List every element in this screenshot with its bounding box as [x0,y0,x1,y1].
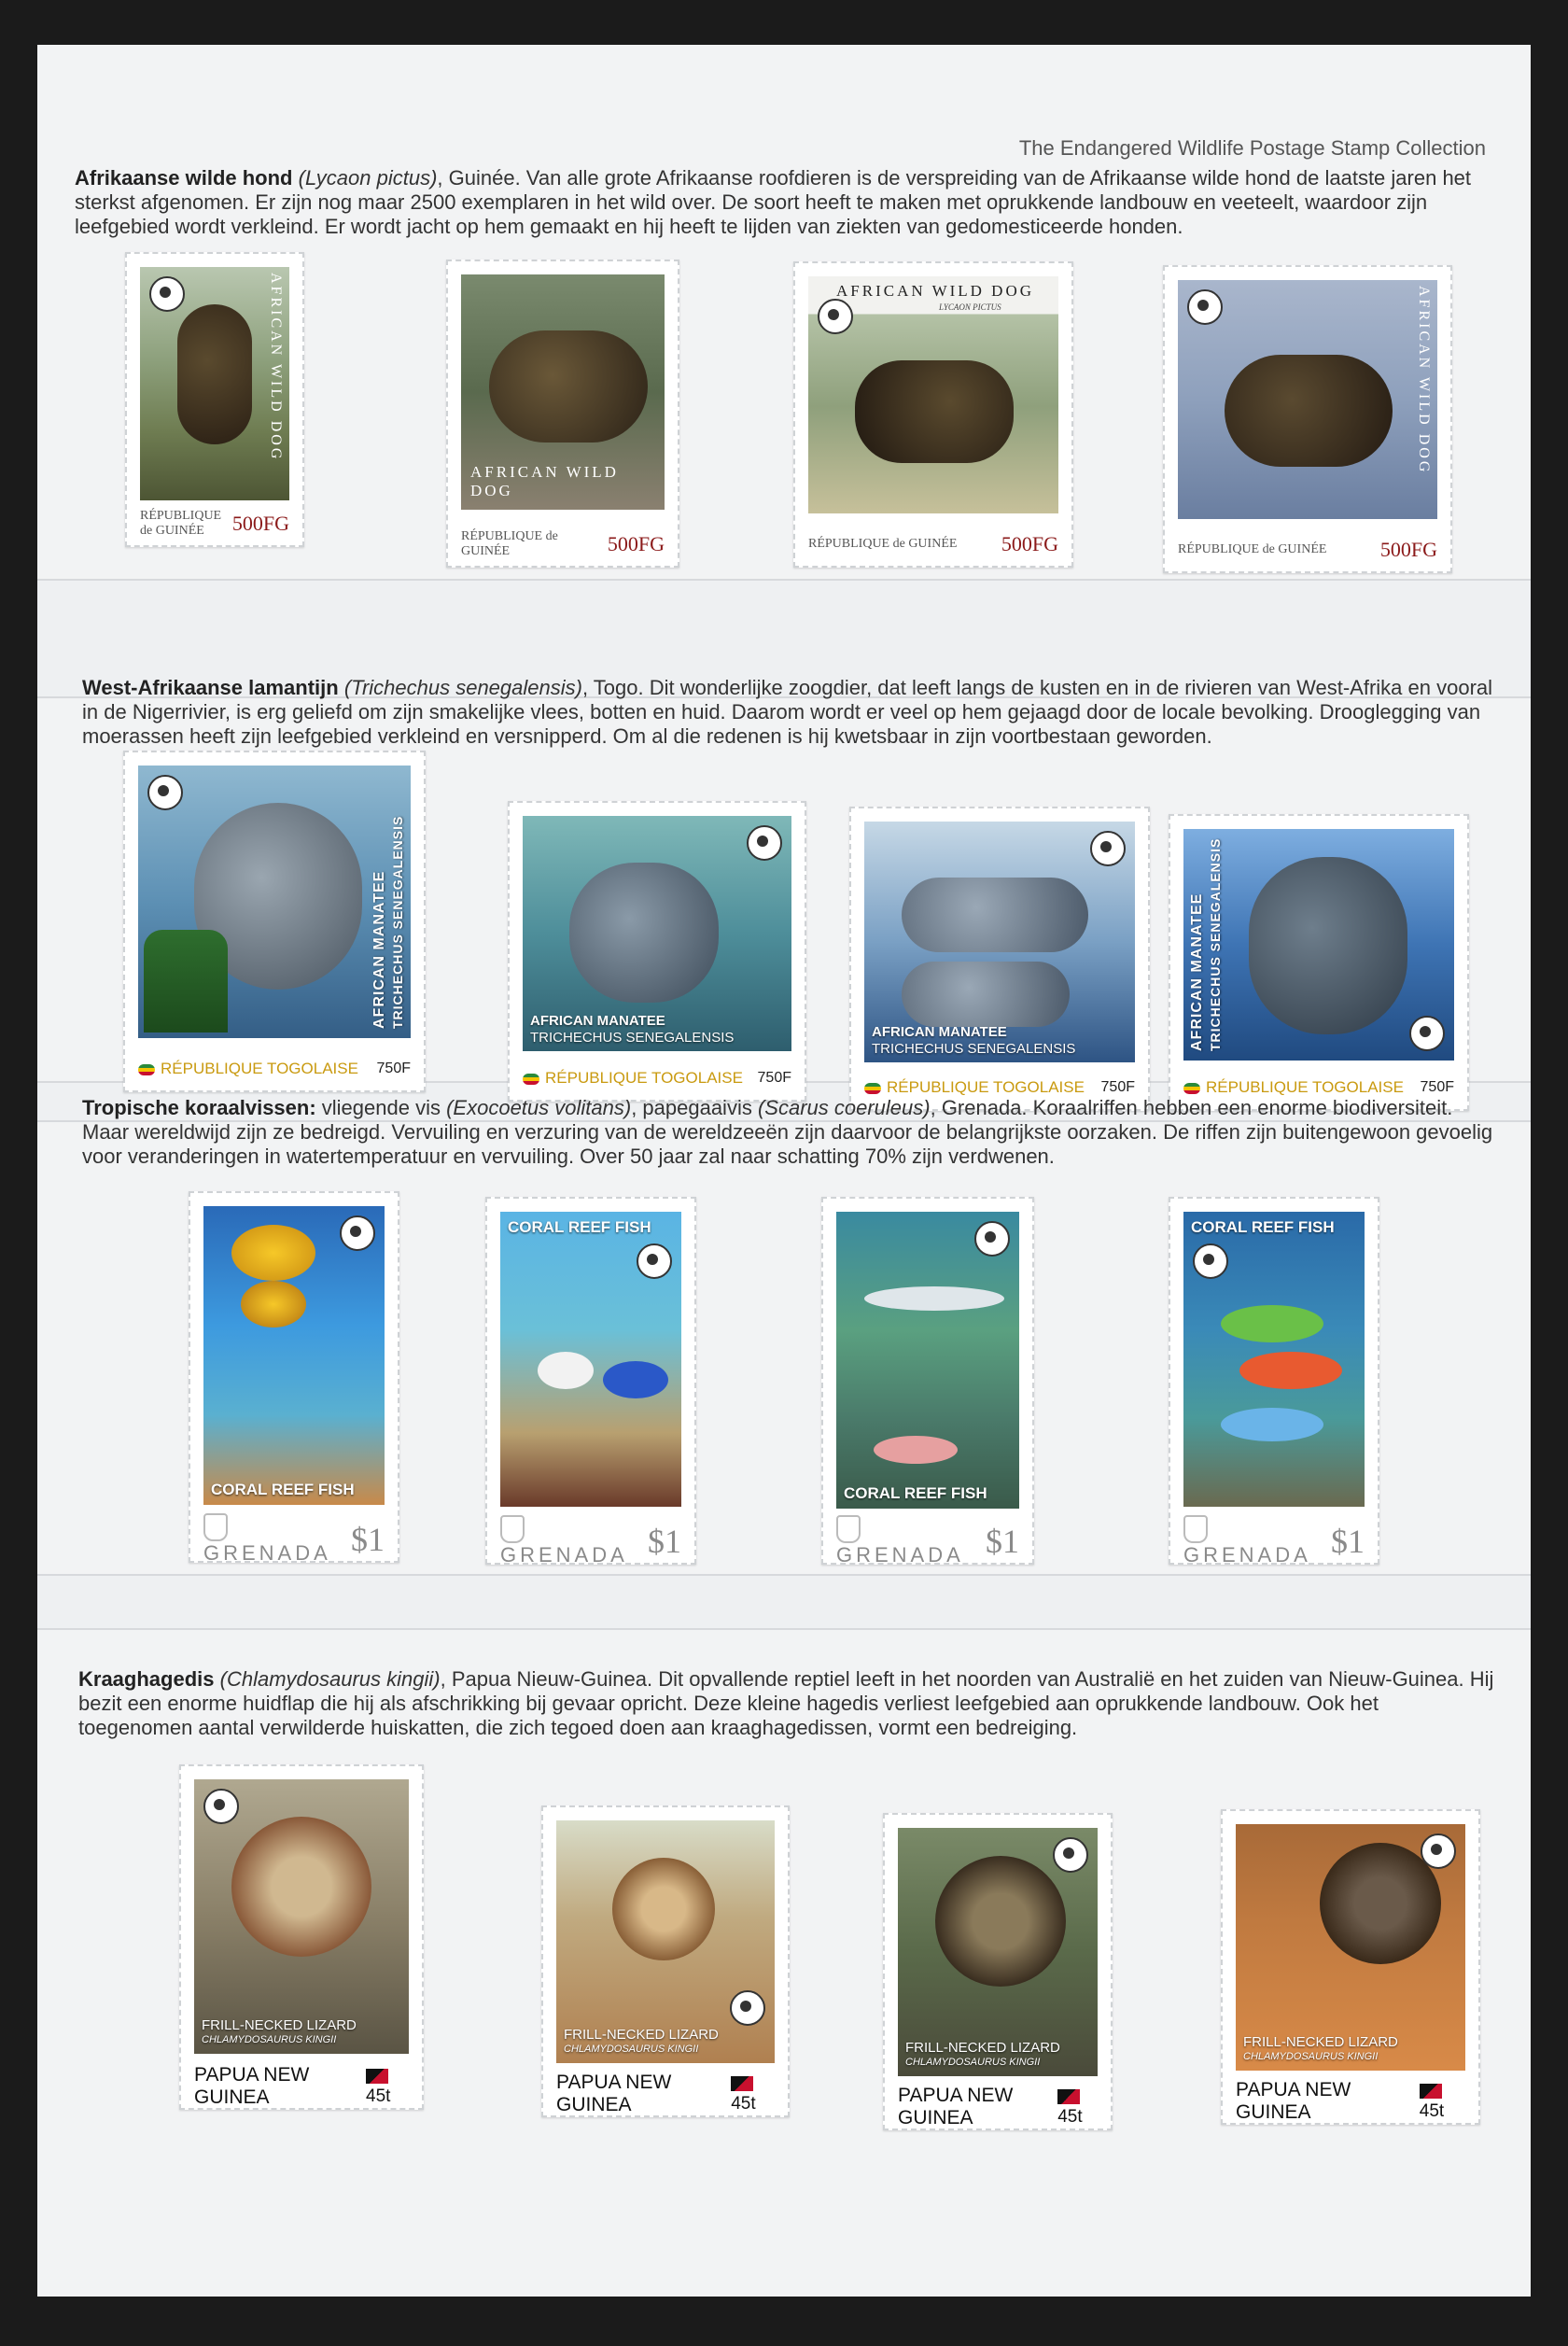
description-text: , Grenada. Koraalriffen hebben een enorme biodiversiteit. Maar wereldwijd zijn ze bedreigd. Vervuiling en verzuring van de wereldzeeën zijn daarvoor de belangrijkste oorzaken. De riffen zijn buitengewoon gevoelig voor veranderingen in watertemperatuur en vervuiling. Over 50 jaar zal naar schatting 70% zijn verdwenen. [82,1096,1493,1168]
world-of-wildlife-logo-icon [1053,1837,1088,1873]
stamp-country: RÉPUBLIQUE TOGOLAISE [545,1069,743,1087]
stamp-caption: CORAL REEF FISH [1191,1218,1335,1236]
togo-flag-icon [523,1074,539,1085]
stamp-caption: CORAL REEF FISH [211,1481,355,1498]
world-of-wildlife-logo-icon [203,1789,239,1824]
stamp-subcaption: CHLAMYDOSAURUS KINGII [564,2044,699,2055]
stamp-artwork [808,276,1058,513]
stamp-artwork [898,1828,1098,2076]
stamp-artwork [203,1206,385,1505]
stamp-artwork [1236,1824,1465,2071]
stamp-artwork [138,766,411,1038]
stamp-coral-fish-4 [1169,1197,1379,1565]
stamp-value: 500FG [231,512,289,535]
species-latin-name: (Exocoetus volitans) [446,1096,632,1119]
description-text: vliegende vis [315,1096,447,1119]
stamp-country: PAPUA NEW GUINEA [898,2085,1014,2128]
png-flag-icon [1057,2089,1080,2104]
stamp-caption: AFRICAN MANATEE [872,1024,1007,1040]
stamp-caption: FRILL-NECKED LIZARD [564,2027,719,2043]
world-of-wildlife-logo-icon [637,1243,672,1279]
stamp-subcaption: CHLAMYDOSAURUS KINGII [202,2034,337,2045]
stamp-caption: AFRICAN WILD DOG [836,282,1035,300]
stamp-country: RÉPUBLIQUE TOGOLAISE [161,1060,358,1077]
grenada-crest-icon [836,1515,861,1543]
stamp-coral-fish-1 [189,1191,399,1563]
section-description-coral-fish [82,1096,1501,1169]
world-of-wildlife-logo-icon [730,1990,765,2026]
stamp-artwork [523,816,791,1051]
stamp-country: GRENADA [203,1541,331,1565]
stamp-artwork [556,1820,775,2063]
section-description-manatee [82,676,1501,749]
stamp-wild-dog-3 [793,261,1073,568]
stamp-caption: FRILL-NECKED LIZARD [202,2017,357,2033]
png-flag-icon [366,2069,388,2084]
stamp-artwork [461,274,665,510]
description-text: , papegaaivis [631,1096,758,1119]
stamp-value: $1 [1331,1523,1365,1560]
species-latin-name: (Lycaon pictus) [298,166,438,190]
togo-flag-icon [1183,1083,1200,1094]
stamp-subcaption: TRICHECHUS SENEGALENSIS [1208,837,1223,1051]
world-of-wildlife-logo-icon [1421,1833,1456,1869]
stamp-caption: AFRICAN MANATEE [371,870,387,1029]
stamp-value: $1 [648,1523,681,1560]
stamp-coral-fish-3 [821,1197,1034,1565]
grenada-crest-icon [1183,1515,1208,1543]
stamp-country: RÉPUBLIQUE TOGOLAISE [1206,1078,1404,1096]
stamp-artwork [1183,1212,1365,1507]
stamp-value: 45t [1057,2107,1083,2127]
description-text: , Togo. Dit wonderlijke zoogdier, dat leeft langs de kusten en in de rivieren van West-Afrika en vooral in de Nigerrivier, is erg geliefd om zijn smakelijke vlees, botten en huid. Daarom wordt er veel op hem gejaagd door de locale bevolking. Drooglegging van moerassen heeft zijn leefgebied verkleind en versnipperd. Om al die redenen is hij kwetsbaar in zijn voortbestaan geworden. [82,676,1493,748]
stamp-artwork [836,1212,1019,1509]
stamp-caption: AFRICAN WILD DOG [470,463,619,499]
stamp-value: 750F [1100,1079,1135,1095]
stamp-caption: CORAL REEF FISH [844,1484,987,1502]
species-latin-name: (Chlamydosaurus kingii) [219,1667,441,1691]
stamp-subcaption: TRICHECHUS SENEGALENSIS [390,815,405,1029]
species-latin-name: (Trichechus senegalensis) [343,676,582,699]
stamp-country: PAPUA NEW GUINEA [194,2064,310,2108]
stamp-country: PAPUA NEW GUINEA [556,2072,672,2115]
stamp-country: RÉPUBLIQUE de GUINÉE [1178,542,1327,556]
world-of-wildlife-logo-icon [1409,1016,1445,1051]
species-name: Tropische koraalvissen: [82,1096,316,1119]
album-page [37,45,1531,2297]
stamp-country: RÉPUBLIQUE de GUINÉE [140,509,222,538]
stamp-subcaption: TRICHECHUS SENEGALENSIS [530,1030,735,1046]
description-text: , Papua Nieuw-Guinea. Dit opvallende reptiel leeft in het noorden van Australië en het zuiden van Nieuw-Guinea. Hij bezit een enorme huidflap die hij als afschrikking bij gevaar opricht. Deze kleine hagedis verliest leefgebied aan oprukkende landbouw. Ook het toegenomen aantal verwilderde huiskatten, die zich tegoed doen aan kraaghagedissen, vormt een bedreiging. [78,1667,1494,1739]
world-of-wildlife-logo-icon [818,299,853,334]
stamp-value: 500FG [1001,532,1058,555]
grenada-crest-icon [203,1513,228,1541]
section-description-wild-dog [75,166,1493,239]
stamp-wild-dog-1 [125,252,304,547]
stamp-manatee-4 [1169,814,1469,1111]
stamp-caption: CORAL REEF FISH [508,1218,651,1236]
world-of-wildlife-logo-icon [147,775,183,810]
stamp-caption: AFRICAN MANATEE [530,1013,665,1029]
stamp-lizard-2 [541,1805,790,2117]
stamp-caption: AFRICAN WILD DOG [268,273,284,462]
stamp-artwork [194,1779,409,2054]
stamp-manatee-3 [849,807,1150,1111]
stamp-country: GRENADA [836,1543,964,1566]
stamp-lizard-3 [883,1813,1113,2130]
stamp-value: 750F [757,1070,791,1086]
species-name: West-Afrikaanse lamantijn [82,676,339,699]
stamp-value: $1 [986,1523,1019,1560]
stamp-value: 45t [366,2086,391,2106]
stamp-value: 45t [1419,2101,1445,2121]
world-of-wildlife-logo-icon [340,1215,375,1251]
stamp-wild-dog-2 [446,260,679,568]
stamp-caption: FRILL-NECKED LIZARD [905,2040,1060,2056]
stamp-artwork [500,1212,681,1507]
stamp-country: GRENADA [500,1543,628,1566]
stamp-wild-dog-4 [1163,265,1452,573]
world-of-wildlife-logo-icon [974,1221,1010,1257]
world-of-wildlife-logo-icon [149,276,185,312]
world-of-wildlife-logo-icon [1193,1243,1228,1279]
togo-flag-icon [864,1083,881,1094]
stamp-value: 750F [1420,1079,1454,1095]
stamp-caption: FRILL-NECKED LIZARD [1243,2034,1398,2050]
stamp-manatee-2 [508,801,806,1102]
album-strip [37,1574,1531,1630]
stamp-subcaption: CHLAMYDOSAURUS KINGII [905,2057,1041,2068]
species-name: Afrikaanse wilde hond [75,166,293,190]
stamp-country: RÉPUBLIQUE TOGOLAISE [887,1078,1085,1096]
grenada-crest-icon [500,1515,525,1543]
stamp-coral-fish-2 [485,1197,696,1565]
stamp-lizard-1 [179,1764,424,2110]
stamp-artwork [1178,280,1437,519]
stamp-country: GRENADA [1183,1543,1311,1566]
page-title: The Endangered Wildlife Postage Stamp Collection [1018,136,1486,160]
stamp-country: RÉPUBLIQUE de GUINÉE [461,529,558,558]
stamp-value: 750F [376,1061,411,1076]
stamp-artwork [140,267,289,500]
stamp-artwork [864,822,1135,1062]
section-description-lizard [78,1667,1497,1740]
stamp-caption: AFRICAN MANATEE [1189,892,1205,1051]
stamp-value: 45t [731,2094,756,2114]
stamp-subcaption: LYCAON PICTUS [939,302,1001,312]
stamp-value: 500FG [1379,538,1437,561]
png-flag-icon [731,2076,753,2091]
stamp-manatee-1 [123,751,426,1092]
stamp-subcaption: CHLAMYDOSAURUS KINGII [1243,2051,1379,2062]
stamp-value: 500FG [607,532,665,555]
world-of-wildlife-logo-icon [1187,289,1223,325]
species-latin-name: (Scarus coeruleus) [757,1096,931,1119]
world-of-wildlife-logo-icon [747,825,782,861]
description-text: , Guinée. Van alle grote Afrikaanse roofdieren is de verspreiding van de Afrikaanse wilde hond de laatste jaren het sterkst afgenomen. Er zijn nog maar 2500 exemplaren in het wild over. De soort heeft te maken met oprukkende landbouw en veeteelt, waardoor zijn leefgebied wordt verkleind. Er wordt jacht op hem gemaakt en hij heeft te lijden van ziekten van gedomesticeerde honden. [75,166,1472,238]
png-flag-icon [1420,2084,1442,2099]
stamp-subcaption: TRICHECHUS SENEGALENSIS [872,1041,1076,1057]
stamp-caption: AFRICAN WILD DOG [1416,286,1432,475]
stamp-lizard-4 [1221,1809,1480,2125]
species-name: Kraaghagedis [78,1667,215,1691]
stamp-artwork [1183,829,1454,1061]
stamp-country: RÉPUBLIQUE de GUINÉE [808,537,958,551]
stamp-value: $1 [351,1521,385,1558]
stamp-country: PAPUA NEW GUINEA [1236,2079,1351,2123]
togo-flag-icon [138,1064,155,1075]
world-of-wildlife-logo-icon [1090,831,1126,866]
